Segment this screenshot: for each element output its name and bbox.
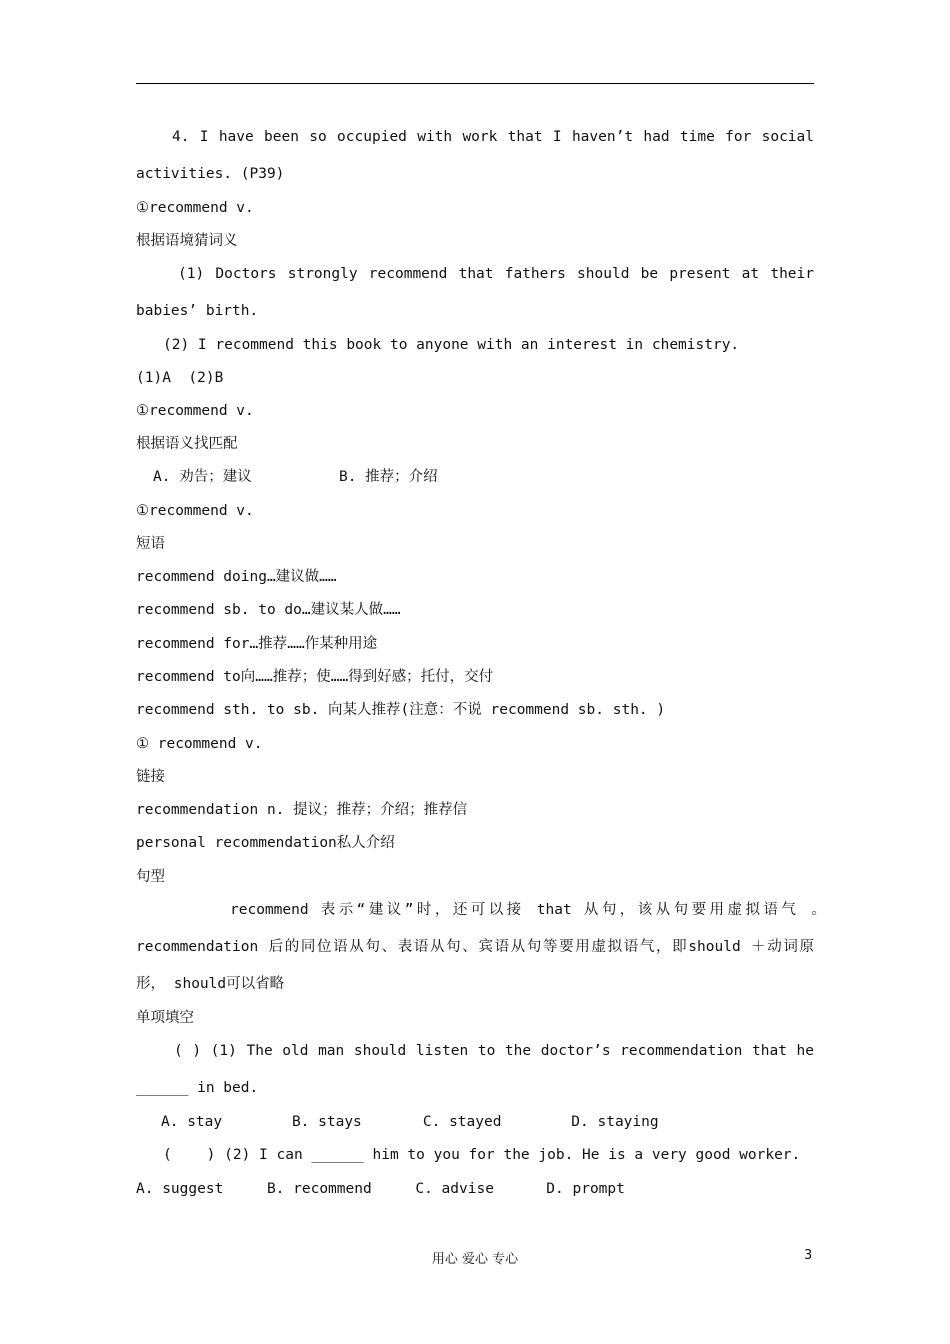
phrase-item: recommend sth. to sb. 向某人推荐(注意：不说 recommend sb. sth. ) [136, 702, 666, 718]
page-number: 3 [804, 1248, 813, 1263]
grammar-note: recommendation 后的同位语从句、表语从句、宾语从句等要用虚拟语气，即should ＋动词原 [136, 939, 814, 955]
section-heading: 根据语义找匹配 [136, 436, 238, 452]
section-heading: ①recommend v. [136, 503, 254, 519]
phrase-item: recommend sb. to do…建议某人做…… [136, 602, 401, 618]
answer-line: (1)A (2)B [136, 370, 224, 386]
section-heading: 单项填空 [136, 1010, 194, 1026]
section-heading: ① recommend v. [136, 736, 263, 752]
question-line: ( ) (1) The old man should listen to the doctor’s recommendation that he [174, 1043, 814, 1059]
question-line: ______ in bed. [136, 1080, 259, 1096]
question-options: A. suggest B. recommend C. advise D. prompt [136, 1181, 625, 1197]
section-heading: 链接 [136, 769, 165, 785]
section-heading: ①recommend v. [136, 200, 254, 216]
question-options: A. stay B. stays C. stayed D. staying [161, 1114, 659, 1130]
question-line: ( ) (2) I can ______ him to you for the job. He is a very good worker. [163, 1147, 801, 1163]
paragraph-line: activities. (P39) [136, 166, 285, 182]
phrase-item: recommend for…推荐……作某种用途 [136, 636, 378, 652]
example-sentence: (2) I recommend this book to anyone with an interest in chemistry. [163, 337, 740, 353]
footer-text: 用心 爱心 专心 [431, 1252, 519, 1267]
meaning-options: A. 劝告；建议 B. 推荐；介绍 [153, 469, 438, 485]
paragraph-line: 4. I have been so occupied with work that I haven’t had time for social [172, 129, 814, 145]
section-heading: 根据语境猜词义 [136, 233, 238, 249]
grammar-note: 形， should可以省略 [136, 976, 285, 992]
header-rule [136, 83, 814, 84]
example-sentence: babies’ birth. [136, 303, 259, 319]
phrase-item: recommend to向……推荐；使……得到好感；托付，交付 [136, 669, 494, 685]
section-heading: 短语 [136, 536, 165, 552]
phrase-item: recommend doing…建议做…… [136, 569, 337, 585]
grammar-note: recommend 表示“建议”时，还可以接 that 从句，该从句要用虚拟语气 。 [230, 902, 826, 918]
related-word: personal recommendation私人介绍 [136, 835, 395, 851]
section-heading: ①recommend v. [136, 403, 254, 419]
example-sentence: (1) Doctors strongly recommend that fathers should be present at their [178, 266, 814, 282]
related-word: recommendation n. 提议；推荐；介绍；推荐信 [136, 802, 468, 818]
section-heading: 句型 [136, 869, 165, 885]
